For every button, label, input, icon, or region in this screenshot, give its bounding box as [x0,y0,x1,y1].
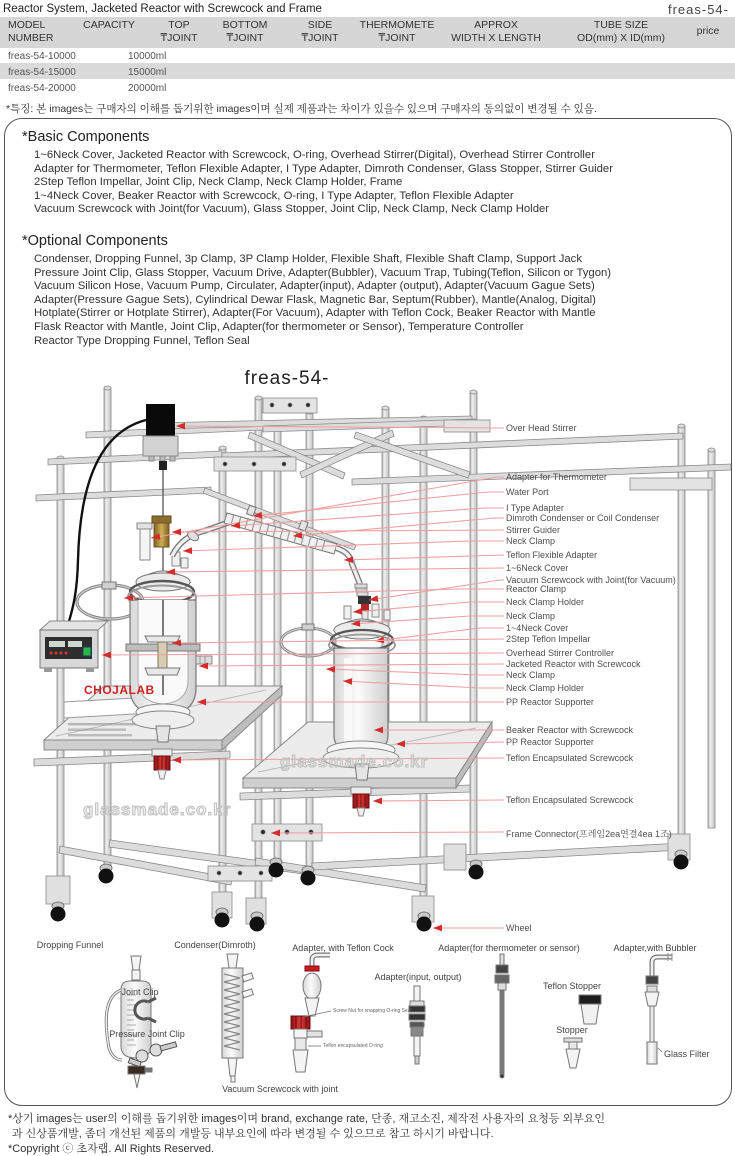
accessory-label: Adapter(for thermometer or sensor) [438,943,580,953]
col-header-bottom-joint: BOTTOM ₸JOINT [222,19,268,44]
optional-components-list: Condenser, Dropping Funnel, 3p Clamp, 3P Clamp Holder, Flexible Shaft, Flexible Shaft Clamp, Support Jack Pressure Joint Clip, Glass Stopper, Vacuum Drive, Adapter(Bubbler), Vacuum Trap, Tubing(Teflon, Silicon or Tygon) Vacuum Silicon Hose, Vacuum Pump, Circulater, Adapter(input), Adapter (output), Adapter(Vacuum Gague Sets) Adapter(Pressure Gague Sets), Cylindrical Dewar Flask, Magnetic Bar, Septum(Rubber), Mantle(Analog, Digital) Hotplate(Stirrer or Hotplate Stirrer), Adapter(For Vacuum), Adapter with Teflon Cock, Beaker Reactor with Mantle Flask Reactor with Mantle, Joint Clip, Adapter(for thermometer or Sensor), Temperature Controller Reactor Type Dropping Funnel, Teflon Seal [34,253,612,347]
copyright: *Copyright ⓒ 초자랩. All Rights Reserved. [8,1143,215,1155]
diagram-label: Teflon Encapsulated Screwcock [506,795,634,805]
diagram-label: Water Port [506,487,549,497]
diagram-label: Neck Clamp [506,611,556,621]
diagram-title: freas-54- [244,368,330,389]
watermark: glassmade.co.kr [280,752,429,771]
model-cell: freas-54-15000 [8,67,76,78]
capacity-cell: 10000ml [128,51,167,62]
col-header-approx: APPROX WIDTH X LENGTH [451,19,541,44]
col-header-model: MODEL NUMBER [8,19,54,44]
diagram-label: 1~4Neck Cover [506,623,569,633]
diagram-label: Adapter for Thermometer [506,472,607,482]
diagram-label: Dimroth Condenser or Coil Condenser [506,513,660,523]
accessory-label: Teflon Stopper [542,981,602,991]
diagram-label: Teflon Encapsulated Screwcock [506,753,634,763]
diagram-label: Teflon Flexible Adapter [506,550,598,560]
accessory-label: Stopper [556,1025,588,1035]
diagram-label: Jacketed Reactor with Screwcock [506,659,641,669]
accessory-annotation: Teflon encapsulated O-ring [323,1043,383,1049]
footer-note-line2: 과 신상품개발, 좀더 개선된 제품의 개발등 내부요인에 따라 변경될 수 있으므로 참고 하시기 바랍니다. [12,1128,494,1140]
accessory-label: Vacuum Screwcock with joint [222,1084,338,1094]
accessory-label: Adapter,with Bubbler [613,943,697,953]
col-header-thermometer-joint: THERMOMETE ₸JOINT [359,19,435,44]
diagram-label: 2Step Teflon Impellar [506,634,591,644]
model-cell: freas-54-20000 [8,83,76,94]
capacity-cell: 15000ml [128,67,167,78]
page-title: Reactor System, Jacketed Reactor with Screwcock and Frame [3,3,322,15]
diagram-label: Stirrer Guider [506,525,561,535]
footer-note-line1: *상기 images는 user의 이해를 돕기위한 images이며 brand, exchange rate, 단종, 재고소진, 제작전 사용자의 요청등 외부요인 [8,1113,606,1125]
diagram-label: PP Reactor Supporter [506,737,594,747]
diagram-label: Vacuum Screwcock with Joint(for Vacuum) [506,575,676,585]
diagram-label: Neck Clamp [506,536,556,546]
model-cell: freas-54-10000 [8,51,76,62]
diagram-label: Beaker Reactor with Screwcock [506,725,634,735]
accessory-label: Adapter(input, output) [374,972,462,982]
optional-components-heading: *Optional Components [22,233,168,249]
col-header-side-joint: SIDE ₸JOINT [301,19,339,44]
basic-components-list: 1~6Neck Cover, Jacketed Reactor with Screwcock, O-ring, Overhead Stirrer(Digital), Overhead Stirrer Controller Adapter for Thermometer, Teflon Flexible Adapter, I Type Adapter, Dimroth Condenser, Glass Stopper, Stirrer Guider 2Step Teflon Impellar, Joint Clip, Neck Clamp, Neck Clamp Holder, Frame 1~4Neck Cover, Beaker Reactor with Screwcock, O-ring, I Type Adapter, Teflon Flexible Adapter Vacuum Screwcock with Joint(for Vacuum), Glass Stopper, Joint Clip, Neck Clamp, Neck Clamp Holder [34,149,613,216]
accessory-label: Dropping Funnel [36,940,104,950]
feature-note: *특징: 본 images는 구매자의 이해를 돕기위한 images이며 실제 제품과는 차이가 있을수 있으며 구매자의 동의없이 변경될 수 있음. [6,103,597,115]
diagram-label: Wheel [506,923,532,933]
basic-components-heading: *Basic Components [22,129,150,145]
accessory-annotation: Screw Nut for snapping O-ring Seal [333,1008,412,1014]
brand-watermark: CHOJALAB [84,683,155,697]
diagram-label: Over Head Stirrer [506,423,577,433]
accessory-label: Adapter, with Teflon Cock [292,943,394,953]
col-header-price: price [696,25,720,37]
diagram-label: PP Reactor Supporter [506,697,594,707]
accessory-label: Condenser(Dimroth) [174,940,256,950]
diagram-label: Neck Clamp [506,670,556,680]
col-header-capacity: CAPACITY [83,19,135,31]
diagram-label: 1~6Neck Cover [506,563,569,573]
diagram-label: Neck Clamp Holder [506,683,585,693]
watermark: glassmade.co.kr [83,800,232,819]
table-alt-row-band [0,63,735,79]
capacity-cell: 20000ml [128,83,167,94]
accessory-label: Joint Clip [121,987,159,997]
page-code: freas-54- [667,2,729,17]
diagram-label: Neck Clamp Holder [506,597,585,607]
diagram-label: I Type Adapter [506,503,564,513]
diagram-label: Reactor Clamp [506,584,567,594]
diagram-label: Frame Connector(프레임2ea연결4ea 1조) [506,829,672,839]
col-header-top-joint: TOP ₸JOINT [160,19,198,44]
col-header-tube-size: TUBE SIZE OD(mm) X ID(mm) [576,19,666,44]
accessory-label: Glass Filter [664,1049,710,1059]
diagram-label: Overhead Stirrer Controller [506,648,615,658]
accessory-label: Pressure Joint Clip [109,1029,185,1039]
